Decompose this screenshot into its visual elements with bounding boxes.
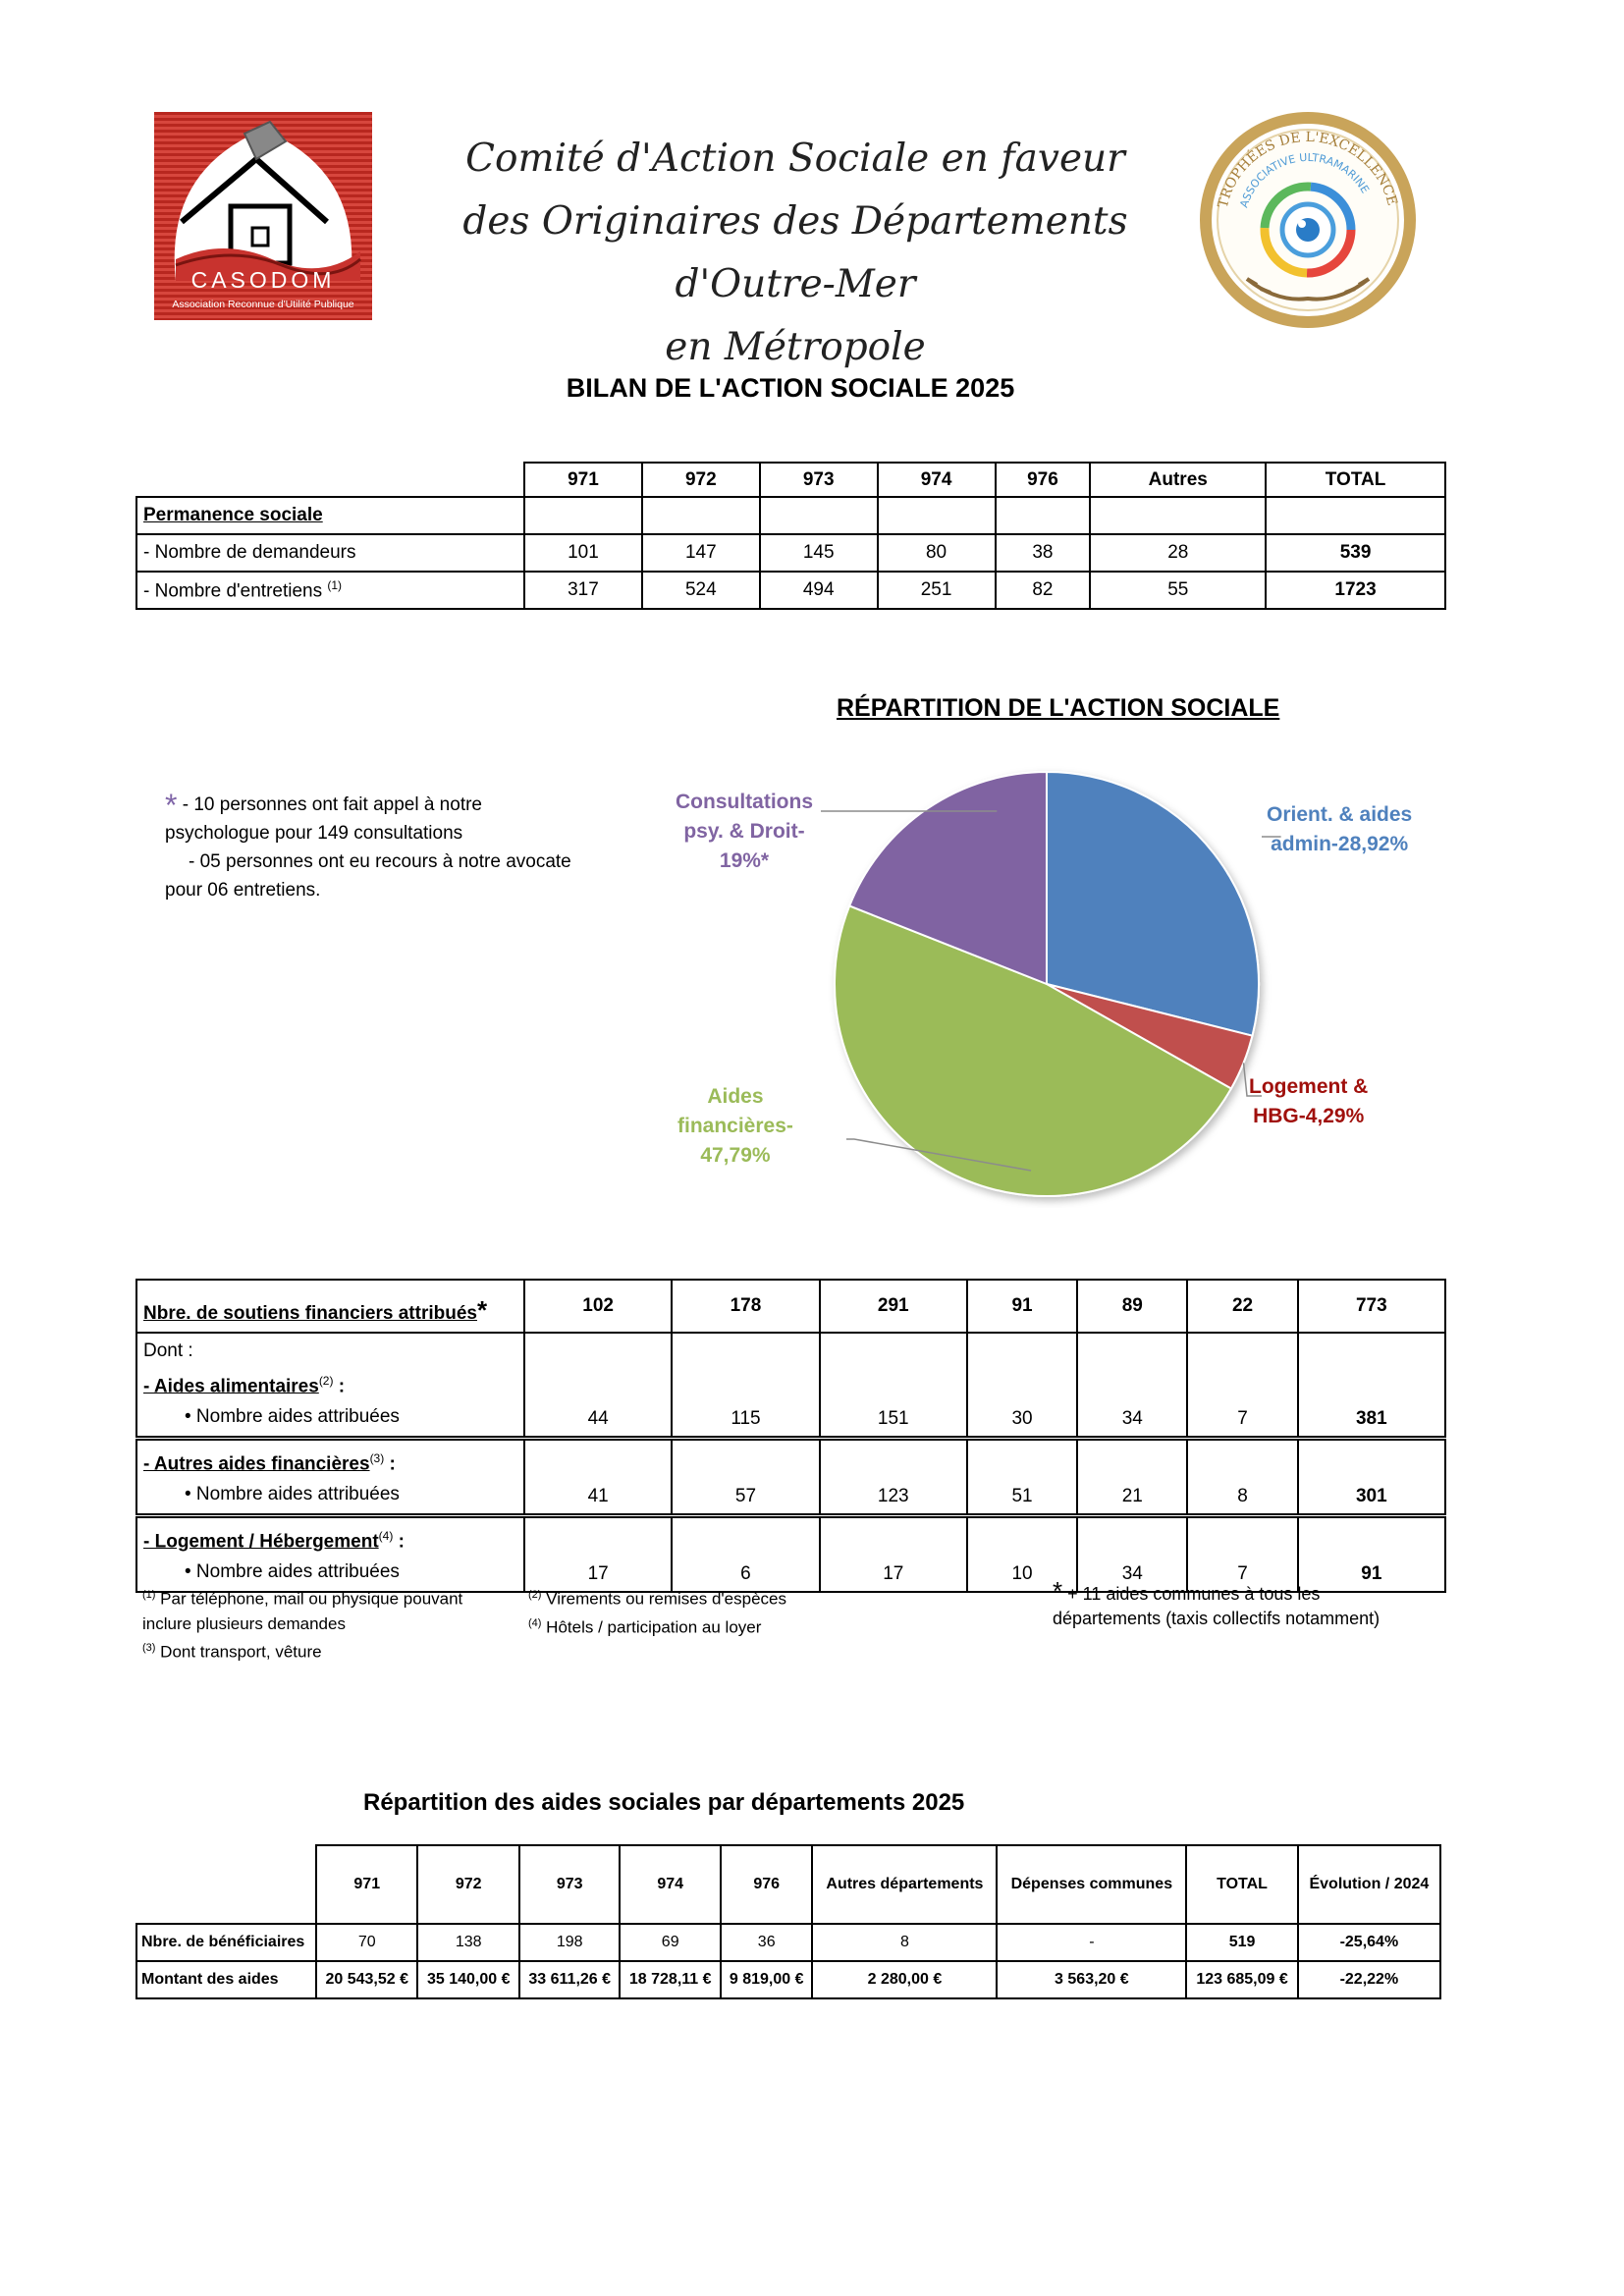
table-cell xyxy=(760,497,878,534)
permanence-header-row xyxy=(136,463,1445,497)
footnote-ref: (1) xyxy=(327,577,343,592)
table-cell: 9 819,00 € xyxy=(721,1961,813,1998)
label-line: Logement & xyxy=(1249,1075,1369,1098)
table-cell: 7 xyxy=(1187,1516,1297,1593)
footnote-marker: (1) xyxy=(142,1589,156,1601)
table-cell: 2 280,00 € xyxy=(812,1961,997,1998)
pie-label-consult xyxy=(676,788,813,876)
table-row xyxy=(136,1333,1445,1439)
table-cell: 6 xyxy=(672,1516,819,1593)
label-line: 19%* xyxy=(719,849,770,872)
table-cell: 494 xyxy=(760,572,878,609)
group-item-label: • Nombre aides attribuées xyxy=(185,1406,400,1427)
label-line: 47,79% xyxy=(700,1144,771,1167)
total-cell: 773 xyxy=(1298,1280,1445,1333)
group-label: - Aides alimentaires xyxy=(143,1376,319,1396)
pie-label-orient xyxy=(1267,800,1412,859)
table-cell: 35 140,00 € xyxy=(417,1961,518,1998)
casodom-brand: CASODOM xyxy=(190,267,336,293)
col-header: 971 xyxy=(316,1845,417,1924)
soutiens-title-cell xyxy=(136,1280,524,1333)
asterisk: * xyxy=(165,788,178,823)
table-row xyxy=(136,1439,1445,1516)
total-cell: 381 xyxy=(1298,1333,1445,1439)
table-cell xyxy=(1090,497,1266,534)
footnote-ref: (4) xyxy=(378,1528,394,1543)
table-cell: 7 xyxy=(1187,1333,1297,1439)
label-line: HBG-4,29% xyxy=(1253,1105,1365,1127)
note-line-2: - 05 personnes ont eu recours à notre avocate pour 06 entretiens. xyxy=(165,851,571,901)
table-cell: 17 xyxy=(820,1516,967,1593)
table-cell: 91 xyxy=(967,1280,1077,1333)
footnote-text: Dont transport, vêture xyxy=(155,1642,322,1662)
total-cell: 539 xyxy=(1266,534,1445,572)
group-label-cell xyxy=(136,1333,524,1439)
repartition-corner xyxy=(136,1845,316,1924)
col-header: 973 xyxy=(760,463,878,497)
table-cell: 151 xyxy=(820,1333,967,1439)
label-line: Consultations xyxy=(676,791,813,813)
pie-chart-title: RÉPARTITION DE L'ACTION SOCIALE xyxy=(837,694,1280,722)
col-header: 973 xyxy=(519,1845,620,1924)
table-cell: 38 xyxy=(996,534,1091,572)
row-label xyxy=(136,572,524,609)
table-cell: 80 xyxy=(878,534,996,572)
col-header: 974 xyxy=(878,463,996,497)
table-cell: 82 xyxy=(996,572,1091,609)
total-cell: 519 xyxy=(1186,1924,1297,1961)
footnote-1-3 xyxy=(142,1583,496,1664)
dont-label: Dont : xyxy=(143,1339,193,1361)
col-header: Autres xyxy=(1090,463,1266,497)
table-row xyxy=(136,534,1445,572)
logo-arc-text-2: ASSOCIATIVE ULTRAMARINE xyxy=(1237,150,1372,210)
footnote-marker: (4) xyxy=(528,1616,542,1629)
table-cell: 21 xyxy=(1077,1439,1187,1516)
table-cell xyxy=(1266,497,1445,534)
evolution-cell: -22,22% xyxy=(1298,1961,1440,1998)
table-cell: 30 xyxy=(967,1333,1077,1439)
footnote-ref: (2) xyxy=(318,1373,334,1388)
table-cell: 102 xyxy=(524,1280,672,1333)
row-label: Nbre. de bénéficiaires xyxy=(136,1924,316,1961)
permanence-table xyxy=(135,462,1446,610)
group-label: - Autres aides financières xyxy=(143,1453,370,1474)
section-label xyxy=(136,497,524,534)
table-cell: 34 xyxy=(1077,1333,1187,1439)
table-cell: 8 xyxy=(1187,1439,1297,1516)
casodom-logo xyxy=(154,112,372,320)
table-cell: 145 xyxy=(760,534,878,572)
table-row xyxy=(136,1961,1440,1998)
consultation-note xyxy=(165,786,587,904)
footnote-star xyxy=(1053,1576,1416,1631)
table-cell: 101 xyxy=(524,534,642,572)
table-cell: 69 xyxy=(620,1924,720,1961)
soutiens-table xyxy=(135,1279,1446,1593)
repartition-table xyxy=(135,1844,1441,1999)
soutiens-total-row xyxy=(136,1280,1445,1333)
table-cell: 33 611,26 € xyxy=(519,1961,620,1998)
group-suffix: : xyxy=(384,1453,396,1474)
label-line: Orient. & aides xyxy=(1267,803,1413,826)
table-cell xyxy=(996,497,1091,534)
logo-arc-text-1: TROPHÉES DE L'EXCELLENCE xyxy=(1215,129,1400,210)
trophees-excellence-logo xyxy=(1188,106,1430,328)
table-row xyxy=(136,1924,1440,1961)
col-header: TOTAL xyxy=(1266,463,1445,497)
table-cell: 138 xyxy=(417,1924,518,1961)
total-cell: 301 xyxy=(1298,1439,1445,1516)
table-cell: 147 xyxy=(642,534,760,572)
table-cell xyxy=(878,497,996,534)
table-cell: 28 xyxy=(1090,534,1266,572)
pie-slices xyxy=(835,772,1259,1196)
col-header: 971 xyxy=(524,463,642,497)
table-cell: 8 xyxy=(812,1924,997,1961)
table-row xyxy=(136,572,1445,609)
table-cell: 291 xyxy=(820,1280,967,1333)
document-title: BILAN DE L'ACTION SOCIALE 2025 xyxy=(566,373,1015,403)
footnote-text: Par téléphone, mail ou physique pouvant inclure plusieurs demandes xyxy=(142,1589,463,1633)
pie-label-logement xyxy=(1249,1072,1368,1131)
group-item-label: • Nombre aides attribuées xyxy=(185,1561,400,1582)
table-cell xyxy=(642,497,760,534)
asterisk: * xyxy=(476,1295,488,1325)
col-header: Évolution / 2024 xyxy=(1298,1845,1440,1924)
col-header: TOTAL xyxy=(1186,1845,1297,1924)
table-cell: 34 xyxy=(1077,1516,1187,1593)
permanence-section-row xyxy=(136,497,1445,534)
note-line-1: - 10 personnes ont fait appel à notre psychologue pour 149 consultations xyxy=(165,794,482,844)
table-cell: 51 xyxy=(967,1439,1077,1516)
table-cell: 198 xyxy=(519,1924,620,1961)
footnote-2-4 xyxy=(528,1583,882,1639)
table-cell: 178 xyxy=(672,1280,819,1333)
total-cell: 1723 xyxy=(1266,572,1445,609)
table-cell: 89 xyxy=(1077,1280,1187,1333)
total-cell: 91 xyxy=(1298,1516,1445,1593)
casodom-subtitle: Association Reconnue d'Utilité Publique xyxy=(172,299,354,310)
table-cell xyxy=(524,497,642,534)
table-cell: 55 xyxy=(1090,572,1266,609)
evolution-cell: -25,64% xyxy=(1298,1924,1440,1961)
col-header: Autres départements xyxy=(812,1845,997,1924)
row-label-text: - Nombre d'entretiens xyxy=(143,580,328,602)
repartition-title: Répartition des aides sociales par départements 2025 xyxy=(363,1789,965,1816)
repartition-header-row xyxy=(136,1845,1440,1924)
table-cell: 123 xyxy=(820,1439,967,1516)
org-title-line-3: en Métropole xyxy=(665,325,926,369)
col-header: 974 xyxy=(620,1845,720,1924)
table-cell: 17 xyxy=(524,1516,672,1593)
group-suffix: : xyxy=(393,1531,405,1552)
footnote-marker: (3) xyxy=(142,1641,156,1654)
table-cell: 251 xyxy=(878,572,996,609)
pie-label-aides xyxy=(677,1082,793,1171)
label-line: psy. & Droit- xyxy=(683,820,805,843)
table-cell: 20 543,52 € xyxy=(316,1961,417,1998)
row-label: - Nombre de demandeurs xyxy=(136,534,524,572)
label-line: Aides xyxy=(707,1085,764,1108)
col-header: 972 xyxy=(417,1845,518,1924)
table-cell: 115 xyxy=(672,1333,819,1439)
table-cell: 3 563,20 € xyxy=(997,1961,1186,1998)
footnote-text: Hôtels / participation au loyer xyxy=(541,1617,762,1637)
asterisk: * xyxy=(1053,1576,1063,1606)
table-cell: 41 xyxy=(524,1439,672,1516)
group-label: - Logement / Hébergement xyxy=(143,1531,379,1552)
table-cell: 524 xyxy=(642,572,760,609)
table-cell: 57 xyxy=(672,1439,819,1516)
footnote-star-text: + 11 aides communes à tous les départements (taxis collectifs notamment) xyxy=(1053,1584,1380,1628)
table-cell: 70 xyxy=(316,1924,417,1961)
row-label: Montant des aides xyxy=(136,1961,316,1998)
table-cell: 10 xyxy=(967,1516,1077,1593)
label-line: financières- xyxy=(677,1115,793,1137)
footnote-ref: (3) xyxy=(369,1450,385,1465)
org-title-line-1: Comité d'Action Sociale en faveur xyxy=(465,137,1125,181)
group-label-cell xyxy=(136,1439,524,1516)
org-title-line-2: des Originaires des Départements d'Outre-Mer xyxy=(462,199,1128,306)
table-cell: 22 xyxy=(1187,1280,1297,1333)
col-header: Dépenses communes xyxy=(997,1845,1186,1924)
permanence-corner xyxy=(136,463,524,497)
total-cell: 123 685,09 € xyxy=(1186,1961,1297,1998)
table-cell: 36 xyxy=(721,1924,813,1961)
organization-title xyxy=(393,128,1198,379)
permanence-label: Permanence sociale xyxy=(143,505,323,525)
col-header: 976 xyxy=(996,463,1091,497)
group-label-cell xyxy=(136,1516,524,1593)
soutiens-title: Nbre. de soutiens financiers attribués xyxy=(143,1303,477,1324)
table-cell: - xyxy=(997,1924,1186,1961)
footnote-marker: (2) xyxy=(528,1589,542,1601)
footnote-text: Virements ou remises d'espèces xyxy=(541,1589,786,1609)
table-cell: 18 728,11 € xyxy=(620,1961,720,1998)
label-line: admin-28,92% xyxy=(1271,833,1409,855)
table-cell: 44 xyxy=(524,1333,672,1439)
table-cell: 317 xyxy=(524,572,642,609)
col-header: 976 xyxy=(721,1845,813,1924)
group-item-label: • Nombre aides attribuées xyxy=(185,1484,400,1504)
group-suffix: : xyxy=(333,1376,346,1396)
col-header: 972 xyxy=(642,463,760,497)
